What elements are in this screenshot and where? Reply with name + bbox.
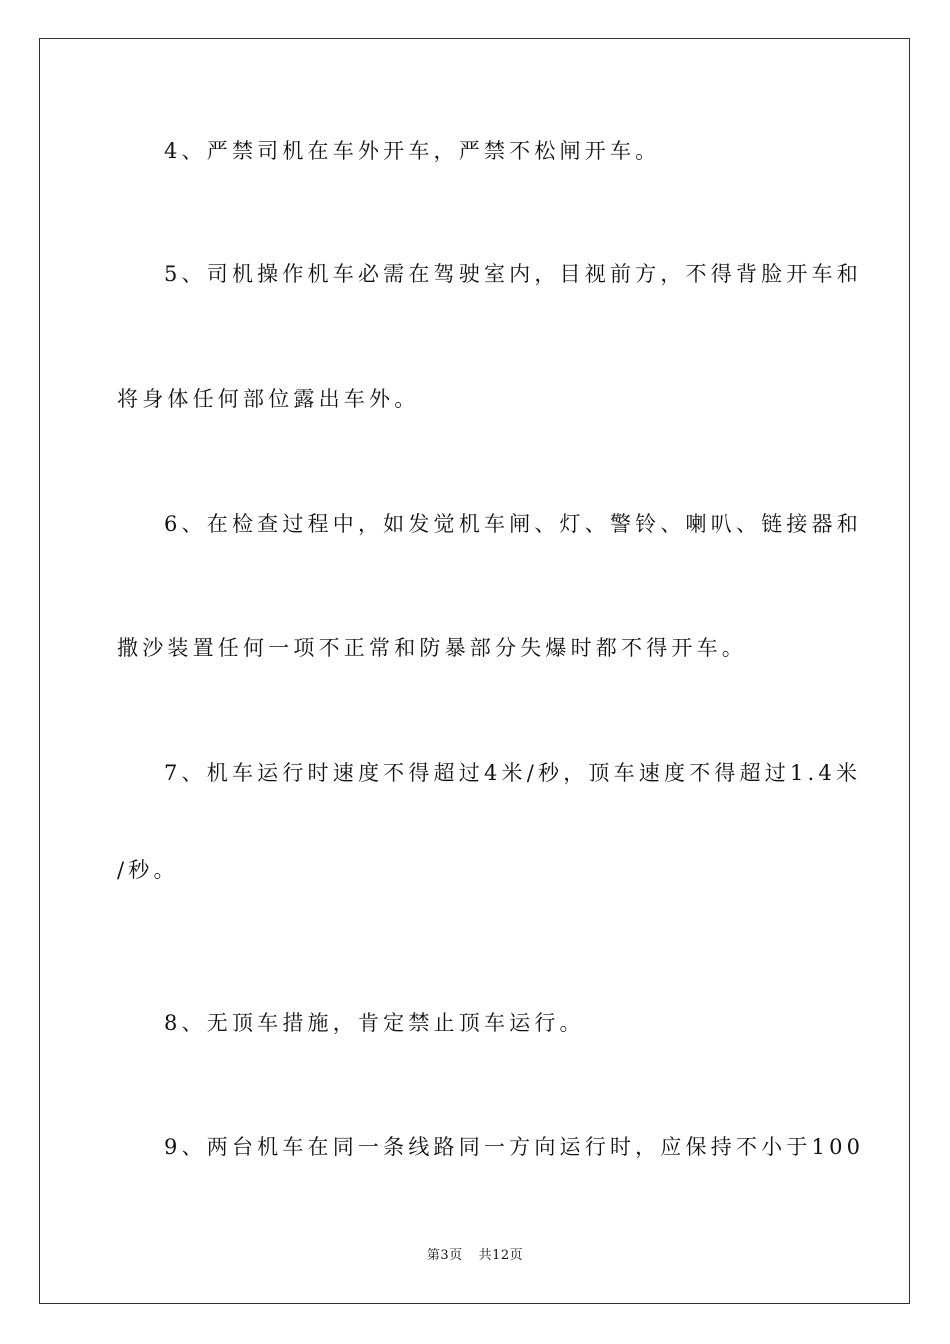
paragraph-6-line-1: 6、在检查过程中，如发觉机车闸、灯、警铃、喇叭、链接器和 [164, 512, 862, 536]
page-total: 共12页 [478, 1248, 524, 1263]
paragraph-6-line-2: 撒沙装置任何一项不正常和防暴部分失爆时都不得开车。 [117, 636, 747, 660]
paragraph-9-line-1: 9、两台机车在同一条线路同一方向运行时，应保持不小于100 [164, 1135, 865, 1159]
paragraph-7-line-2: /秒。 [117, 858, 179, 882]
paragraph-7-line-1: 7、机车运行时速度不得超过4米/秒，顶车速度不得超过1.4米 [164, 761, 862, 785]
page-number: 第3页 [426, 1248, 463, 1263]
paragraph-5-line-2: 将身体任何部位露出车外。 [117, 387, 420, 411]
page-frame [39, 38, 910, 1304]
paragraph-4-line-1: 4、严禁司机在车外开车，严禁不松闸开车。 [164, 139, 661, 163]
paragraph-5-line-1: 5、司机操作机车必需在驾驶室内，目视前方，不得背脸开车和 [164, 262, 862, 286]
paragraph-8-line-1: 8、无顶车措施，肯定禁止顶车运行。 [164, 1011, 585, 1035]
page-footer [0, 1247, 950, 1265]
